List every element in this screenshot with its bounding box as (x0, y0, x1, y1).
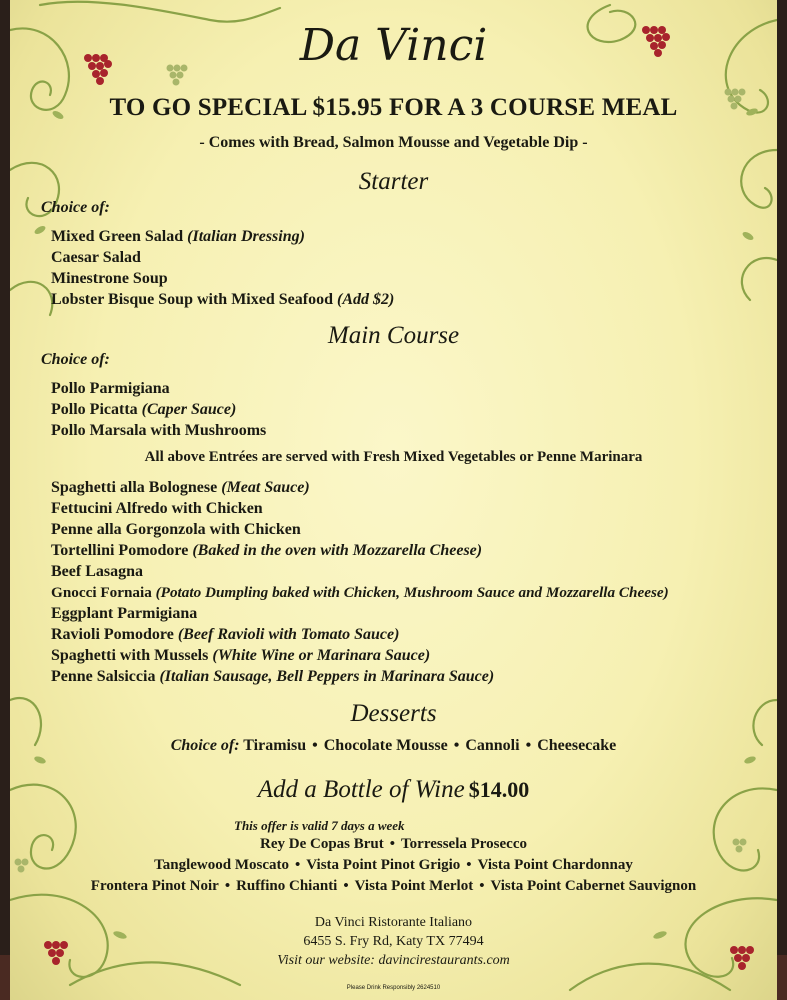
main-item: Tortellini Pomodore (Baked in the oven with Mozzarella Cheese) (51, 542, 483, 559)
main-item: Beef Lasagna (51, 563, 143, 580)
desserts-heading: Desserts (350, 700, 437, 727)
starter-item: Lobster Bisque Soup with Mixed Seafood (Add $2) (51, 291, 395, 308)
dessert-item: Cheesecake (537, 737, 617, 754)
menu-page (10, 0, 777, 1000)
main-item: Pollo Marsala with Mushrooms (51, 422, 267, 439)
dessert-item: Cannoli (465, 737, 520, 754)
main-item: Ravioli Pomodore (Beef Ravioli with Tomato Sauce) (51, 626, 400, 643)
main-item: Pollo Parmigiana (51, 380, 170, 397)
main-item: Spaghetti alla Bolognese (Meat Sauce) (51, 479, 310, 496)
wine-heading-line (10, 776, 777, 804)
starter-heading: Starter (358, 168, 429, 195)
starter-choice-label: Choice of: (41, 199, 110, 216)
special-subline: - Comes with Bread, Salmon Mousse and Vegetable Dip - (199, 134, 588, 151)
main-item: Penne alla Gorgonzola with Chicken (51, 521, 301, 538)
desserts-choice-label: Choice of: (170, 737, 240, 754)
main-item: Gnocci Fornaia (Potato Dumpling baked with Chicken, Mushroom Sauce and Mozzarella Cheese) (51, 584, 669, 601)
wine-offer-note: This offer is valid 7 days a week (234, 818, 405, 833)
restaurant-name: Da Vinci (299, 20, 488, 71)
main-item: Fettucini Alfredo with Chicken (51, 500, 263, 517)
main-item: Penne Salsiccia (Italian Sausage, Bell Peppers in Marinara Sauce) (51, 668, 495, 685)
entree-note: All above Entrées are served with Fresh Mixed Vegetables or Penne Marinara (144, 449, 643, 465)
starter-item: Caesar Salad (51, 249, 141, 266)
footer-website: Visit our website: davincirestaurants.com (277, 953, 510, 968)
starter-item: Minestrone Soup (51, 270, 168, 287)
dessert-item: Tiramisu (243, 737, 307, 754)
footer-address: 6455 S. Fry Rd, Katy TX 77494 (303, 934, 484, 949)
main-item: Eggplant Parmigiana (51, 605, 198, 622)
footer-name: Da Vinci Ristorante Italiano (314, 915, 473, 930)
wine-heading: Add a Bottle of Wine (257, 776, 465, 803)
main-item: Spaghetti with Mussels (White Wine or Marinara Sauce) (51, 647, 431, 664)
wine-row: Tanglewood Moscato • Vista Point Pinot Grigio • Vista Point Chardonnay (154, 857, 633, 873)
main-choice-label: Choice of: (41, 351, 110, 368)
wine-row: Frontera Pinot Noir • Ruffino Chianti • Vista Point Merlot • Vista Point Cabernet Sauvignon (90, 878, 697, 894)
wine-row: Rey De Copas Brut • Torressela Prosecco (260, 836, 527, 852)
fine-print: Please Drink Responsibly 2624510 (346, 985, 441, 991)
wine-price: $14.00 (468, 777, 530, 802)
main-course-heading: Main Course (327, 322, 460, 349)
dessert-item: Chocolate Mousse (323, 737, 448, 754)
special-headline: TO GO SPECIAL $15.95 FOR A 3 COURSE MEAL (109, 94, 678, 121)
starter-item: Mixed Green Salad (Italian Dressing) (51, 228, 305, 245)
main-item: Pollo Picatta (Caper Sauce) (51, 401, 237, 418)
desserts-line: Choice of: Tiramisu • Chocolate Mousse • Cannoli • Cheesecake (170, 737, 617, 754)
